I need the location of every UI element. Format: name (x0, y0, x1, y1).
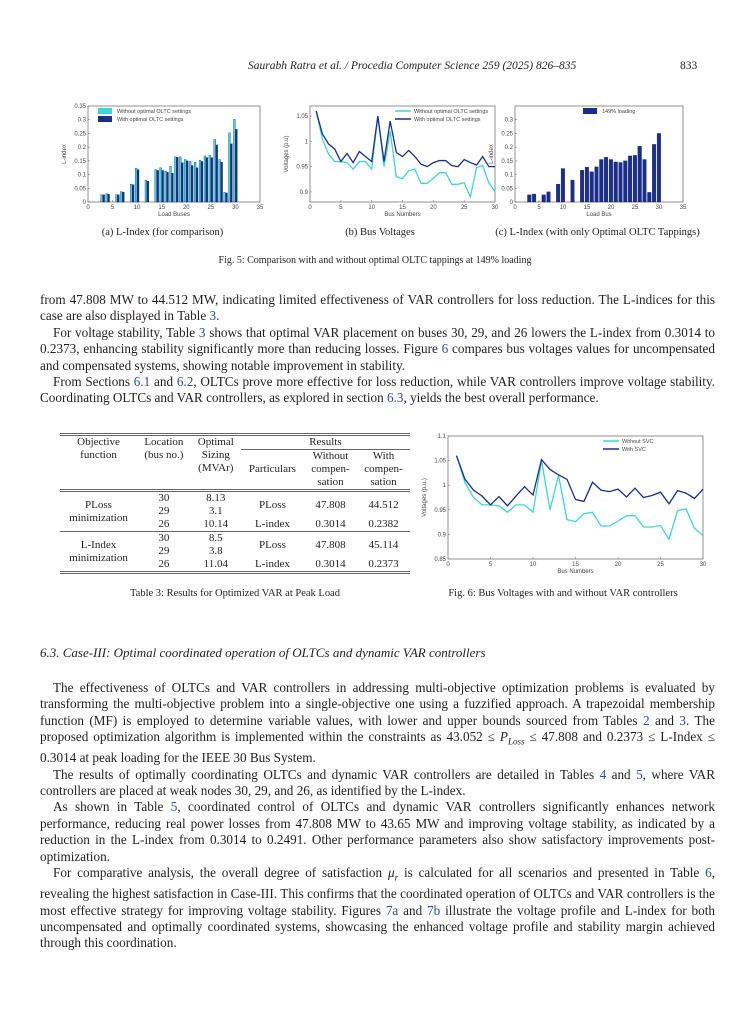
svg-text:20: 20 (429, 205, 437, 211)
svg-text:0.95: 0.95 (296, 164, 308, 171)
svg-text:20: 20 (614, 562, 622, 568)
table-ref-link[interactable]: 3 (209, 308, 217, 324)
cell-sizing: 8.5 (208, 532, 223, 544)
paragraph: For comparative analysis, the overall degree of satisfaction $\mu_r$ is calculated for all scenarios and presented in Table 6, revealing the highest satisfaction in Case-III. This confirms that the coordinated operation of OLTCs and VAR controllers is the most effective strategy for improving voltage stability. Figures 7a and 7b illustrate the voltage profile and L-index for both uncompensated and optimally coordinated systems, showcasing the enhanced voltage profile and stability margin achieved through this coordination. (40, 865, 715, 951)
svg-text:30: 30 (655, 205, 663, 211)
cell-location: 30 (158, 492, 170, 504)
cell-sizing: 3.1 (208, 505, 223, 517)
chart-bus-voltages-svc (410, 428, 710, 583)
header-particulars: Particulars (248, 463, 296, 475)
svg-text:25: 25 (207, 205, 215, 211)
cell-sizing: 11.04 (203, 558, 228, 570)
svg-text:149% loading: 149% loading (602, 109, 636, 115)
section-ref-link[interactable]: 6.2 (176, 374, 194, 390)
table-ref-link[interactable]: 2 (642, 712, 650, 728)
svg-text:0.15: 0.15 (74, 158, 86, 165)
section-ref-link[interactable]: 6.1 (133, 374, 151, 390)
svg-text:0.3: 0.3 (77, 117, 86, 124)
svg-text:15: 15 (572, 562, 579, 568)
body-text-lower (40, 680, 715, 952)
svg-text:10: 10 (529, 562, 537, 568)
svg-text:25: 25 (657, 562, 664, 568)
svg-text:With optimal OLTC settings: With optimal OLTC settings (414, 117, 481, 123)
paragraph: From Sections 6.1 and 6.2, OLTCs prove more effective for loss reduction, while VAR controllers improve voltage stability. Coordinating OLTCs and VAR controllers, as explored in section 6.3, yields the best overall performance. (40, 374, 716, 406)
svg-text:0.9: 0.9 (437, 532, 446, 539)
cell-location: 29 (158, 505, 170, 517)
svg-text:1.05: 1.05 (296, 114, 308, 121)
svg-text:0.1: 0.1 (504, 172, 513, 179)
chart-l-index-oltc-only (485, 100, 710, 225)
svg-text:20: 20 (607, 205, 615, 211)
svg-text:30: 30 (232, 205, 239, 211)
table-ref-link[interactable]: 3 (198, 324, 206, 340)
figure-5a (55, 100, 270, 238)
chart-l-index-comparison (55, 100, 270, 225)
figure-5b (255, 100, 505, 238)
cell-with: 45.114 (368, 538, 399, 551)
figure-5-caption: Fig. 5: Comparison with and without optimal OLTC tappings at 149% loading (218, 255, 532, 266)
cell-particular: PLoss (258, 538, 286, 551)
figure-6 (410, 428, 710, 588)
svg-text:Without optimal OLTC settings: Without optimal OLTC settings (414, 109, 489, 115)
figure-ref-link[interactable]: 6 (441, 341, 449, 357)
cell-with: 44.512 (368, 498, 399, 511)
section-heading: 6.3. Case-III: Optimal coordinated operation of OLTCs and dynamic VAR controllers (40, 645, 486, 660)
svg-text:0: 0 (509, 200, 513, 206)
cell-location: 26 (158, 518, 170, 530)
svg-text:0.3: 0.3 (504, 117, 513, 124)
cell-without: 0.3014 (315, 518, 346, 530)
svg-text:35: 35 (679, 205, 687, 211)
cell-without: 0.3014 (315, 558, 346, 570)
cell-sizing: 8.13 (206, 492, 226, 504)
svg-text:0.25: 0.25 (74, 131, 86, 138)
svg-text:0.05: 0.05 (74, 186, 86, 193)
header-results: Results (241, 435, 410, 450)
paragraph: from 47.808 MW to 44.512 MW, indicating limited effectiveness of VAR controllers for loss reduction. The L-indices for this case are also displayed in Table 3. (40, 292, 715, 324)
figure-5c (485, 100, 710, 238)
svg-text:25: 25 (631, 205, 639, 211)
svg-text:Voltages (p.u.): Voltages (p.u.) (422, 478, 428, 517)
paragraph: As shown in Table 5, coordinated control of OLTCs and dynamic VAR controllers significantly enhances network performance, reducing real power losses from 47.808 MW to 43.65 MW and improving voltage stability, as indicated by a reduction in the L-index from 0.3014 to 0.2491. Other performance parameters also show satisfactory improvements post-optimization. (40, 799, 715, 864)
cell-sizing: 10.14 (203, 518, 229, 530)
svg-text:Without SVC: Without SVC (622, 439, 654, 445)
svg-text:0.35: 0.35 (74, 104, 86, 110)
svg-text:15: 15 (399, 205, 406, 211)
svg-text:0: 0 (82, 200, 86, 206)
figure-5 (55, 100, 710, 250)
cell-objective: PLoss minimization (69, 498, 128, 524)
table-3 (60, 433, 410, 574)
cell-location: 29 (158, 545, 170, 557)
svg-text:0.2: 0.2 (77, 145, 86, 152)
svg-text:L-index: L-index (62, 144, 68, 164)
cell-objective: L-Index minimization (69, 538, 128, 564)
svg-text:20: 20 (182, 205, 190, 211)
cell-location: 26 (158, 558, 170, 570)
svg-text:10: 10 (559, 205, 567, 211)
svg-text:5: 5 (339, 205, 343, 211)
svg-text:0.05: 0.05 (501, 186, 513, 193)
svg-text:0.2: 0.2 (504, 145, 513, 152)
cell-particular: L-index (255, 518, 290, 530)
svg-text:30: 30 (699, 562, 707, 568)
subcaption-a: (a) L-Index (for comparison) (101, 227, 224, 238)
page-number: 833 (680, 60, 698, 72)
section-ref-link[interactable]: 6.3 (387, 390, 404, 406)
svg-text:15: 15 (158, 205, 166, 211)
svg-text:Bus Numbers: Bus Numbers (557, 569, 594, 575)
cell-sizing: 3.8 (208, 545, 223, 557)
svg-text:10: 10 (368, 205, 376, 211)
table-ref-link[interactable]: 5 (636, 766, 643, 782)
svg-text:5: 5 (488, 562, 493, 568)
svg-text:0.1: 0.1 (77, 172, 86, 179)
svg-text:0.25: 0.25 (501, 131, 513, 138)
table-ref-link[interactable]: 5 (170, 799, 178, 815)
svg-text:10: 10 (133, 205, 141, 211)
cell-with: 0.2382 (368, 518, 399, 530)
figure-ref-link[interactable]: 7a (385, 902, 399, 918)
svg-text:0: 0 (308, 205, 312, 211)
cell-location: 30 (158, 532, 170, 544)
paragraph: For voltage stability, Table 3 shows that optimal VAR placement on buses 30, 29, and 26 lowers the L-index from 0.3014 to 0.2373, enhancing stability significantly more than reducing losses. Figure 6 compares bus voltages values for uncompensated and compensated systems, showing notable improvement in stability. (40, 324, 715, 373)
svg-text:1.05: 1.05 (434, 458, 446, 465)
svg-text:1.1: 1.1 (437, 434, 446, 440)
cell-without: 47.808 (315, 538, 346, 551)
svg-text:Load Bus: Load Bus (586, 212, 612, 218)
paragraph: The effectiveness of OLTCs and VAR controllers in addressing multi-objective optimization problems is evaluated by transforming the multi-objective problem into a single-objective one using a fuzzified approach. A trapezoidal membership function (MF) is employed to determine variable values, with lower and upper bounds sourced from Tables 2 and 3. The proposed optimization algorithm is implemented within the constraints as $43.052 \le P_{Loss} \le 47.808$ and 0.2373 ≤ L-Index ≤ 0.3014 at peak loading for the IEEE 30 Bus System. (40, 680, 715, 766)
svg-text:0: 0 (446, 562, 450, 568)
chart-bus-voltages (255, 100, 505, 225)
svg-text:0: 0 (86, 205, 90, 211)
svg-text:0.95: 0.95 (434, 507, 446, 514)
svg-text:0.85: 0.85 (434, 557, 446, 563)
svg-text:Without optimal OLTC settings: Without optimal OLTC settings (117, 109, 192, 115)
cell-particular: L-index (255, 558, 290, 570)
svg-text:With optimal OLTC settings: With optimal OLTC settings (117, 117, 184, 123)
svg-text:5: 5 (110, 205, 115, 211)
svg-text:25: 25 (460, 205, 468, 211)
svg-text:1: 1 (442, 483, 446, 490)
header-sizing: Optimal Sizing (MVAr) (197, 436, 234, 474)
svg-text:0.15: 0.15 (501, 158, 513, 165)
svg-text:Voltages (p.u): Voltages (p.u) (284, 135, 290, 173)
table-row (60, 532, 410, 546)
svg-text:0: 0 (513, 205, 517, 211)
figure-6-caption: Fig. 6: Bus Voltages with and without VAR controllers (448, 588, 678, 599)
body-text-upper (40, 292, 715, 407)
svg-text:15: 15 (583, 205, 591, 211)
svg-text:L-index: L-index (489, 144, 495, 164)
svg-text:Load Buses: Load Buses (158, 212, 190, 218)
svg-text:30: 30 (491, 205, 499, 211)
figure-ref-link[interactable]: 7b (427, 902, 441, 918)
header-location: Location (bus no.) (144, 436, 184, 461)
header-objective: Objective function (77, 436, 120, 461)
cell-particular: PLoss (258, 498, 286, 511)
table-3-caption: Table 3: Results for Optimized VAR at Peak Load (129, 588, 340, 599)
running-title: Saurabh Ratra et al. / Procedia Computer Science 259 (2025) 826–835 (248, 60, 577, 72)
svg-text:Bus Numbers: Bus Numbers (384, 212, 421, 218)
header-with: With compen- sation (364, 450, 403, 488)
header-without: Without compen- sation (311, 450, 350, 488)
paragraph: The results of optimally coordinating OLTCs and dynamic VAR controllers are detailed in Tables 4 and 5, where VAR controllers are placed at weak nodes 30, 29, and 26, as identified by the L-index. (40, 766, 715, 799)
svg-text:35: 35 (256, 205, 264, 211)
table-ref-link[interactable]: 4 (599, 766, 607, 782)
table-row (60, 491, 410, 506)
subcaption-c: (c) L-Index (with only Optimal OLTC Tappings) (495, 227, 700, 238)
subcaption-b: (b) Bus Voltages (345, 227, 415, 238)
cell-with: 0.2373 (368, 558, 399, 570)
results-table (60, 433, 410, 574)
svg-text:0.9: 0.9 (299, 189, 308, 196)
svg-text:1: 1 (304, 139, 308, 146)
svg-text:5: 5 (537, 205, 541, 211)
table-ref-link[interactable]: 6 (705, 865, 712, 881)
cell-without: 47.808 (315, 498, 346, 511)
table-ref-link[interactable]: 3 (679, 712, 687, 728)
svg-text:With SVC: With SVC (622, 447, 646, 453)
